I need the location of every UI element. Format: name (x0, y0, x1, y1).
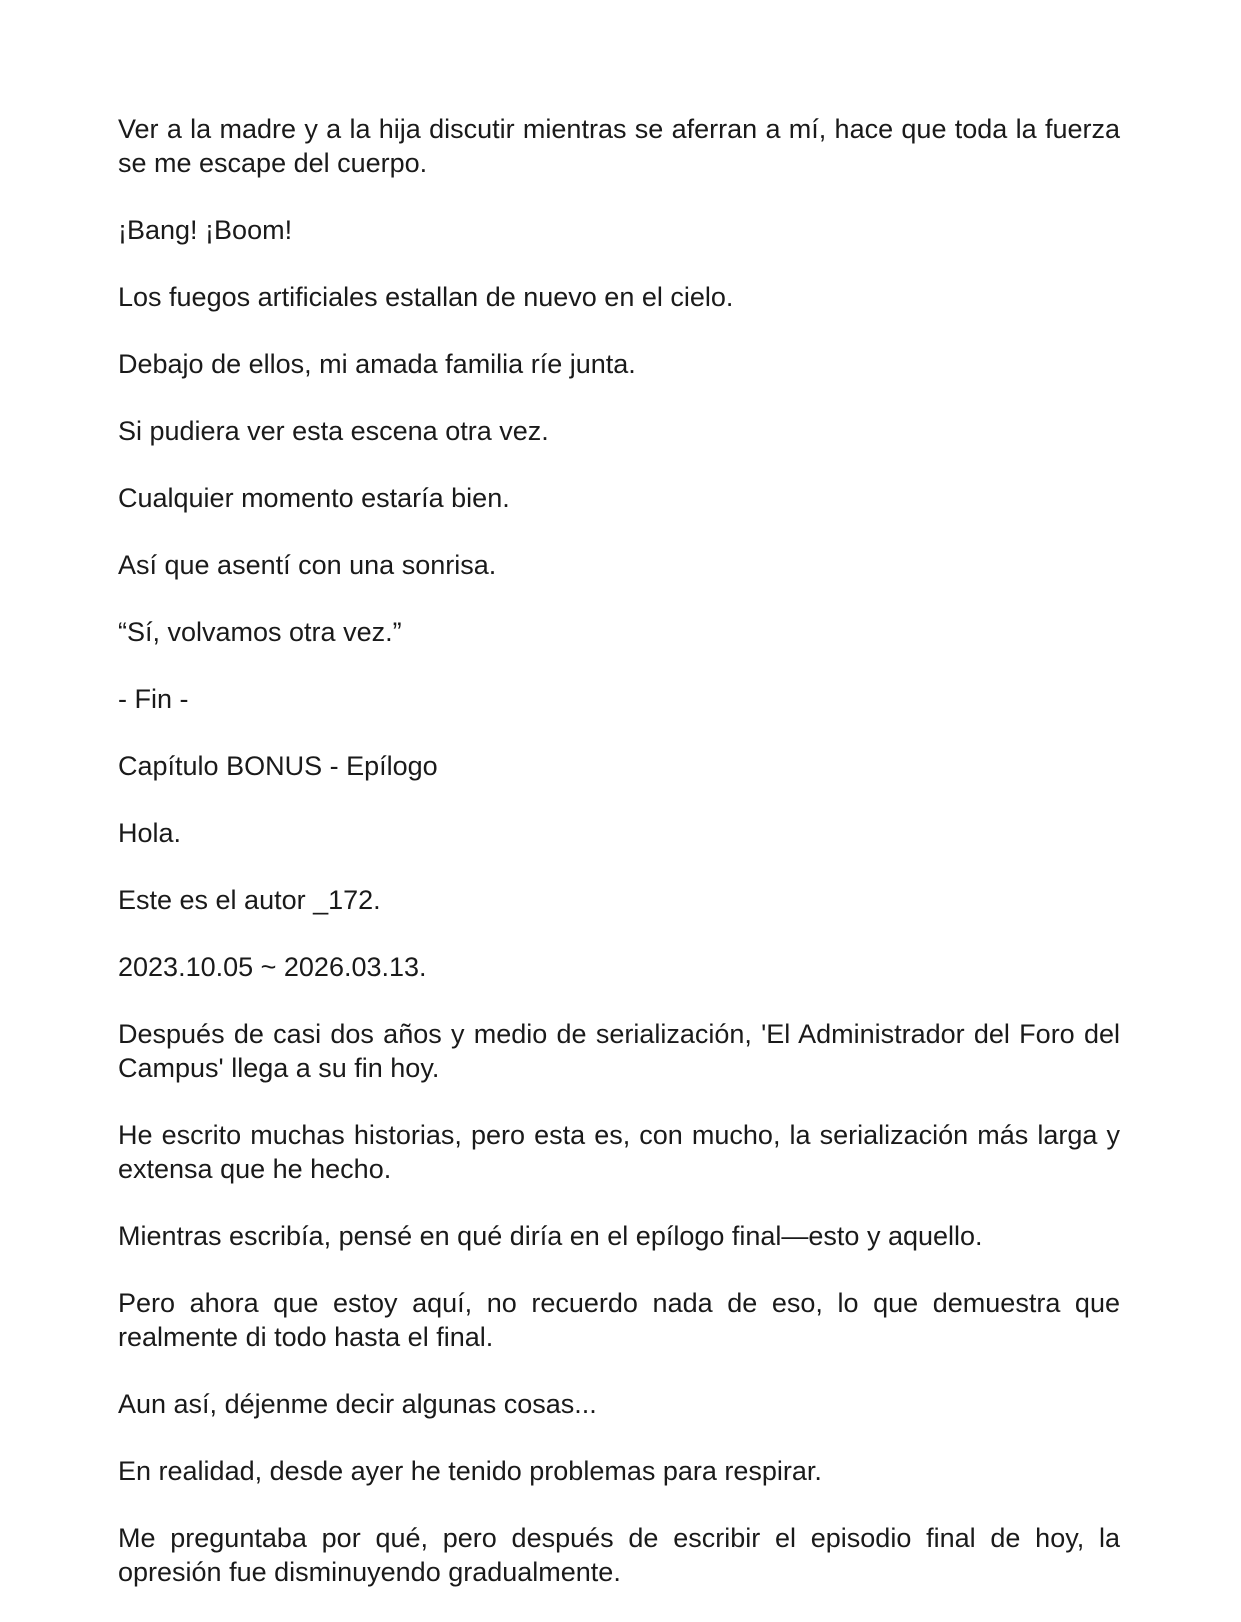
paragraph: Aun así, déjenme decir algunas cosas... (118, 1389, 597, 1419)
paragraph: Me preguntaba por qué, pero después de escribir el episodio final de hoy, la opresión fue disminuyendo gradualmente. (118, 1523, 1120, 1587)
paragraph: Los fuegos artificiales estallan de nuevo en el cielo. (118, 282, 734, 312)
chapter-heading: Capítulo BONUS - Epílogo (118, 751, 438, 781)
paragraph: Así que asentí con una sonrisa. (118, 550, 497, 580)
paragraph: He escrito muchas historias, pero esta es, con mucho, la serialización más larga y extensa que he hecho. (118, 1120, 1120, 1184)
paragraph: Si pudiera ver esta escena otra vez. (118, 416, 549, 446)
paragraph: Después de casi dos años y medio de serialización, 'El Administrador del Foro del Campus' llega a su fin hoy. (118, 1019, 1120, 1083)
paragraph: Debajo de ellos, mi amada familia ríe junta. (118, 349, 636, 379)
paragraph: “Sí, volvamos otra vez.” (118, 617, 402, 647)
paragraph: Ver a la madre y a la hija discutir mientras se aferran a mí, hace que toda la fuerza se me escape del cuerpo. (118, 114, 1120, 178)
paragraph: ¡Bang! ¡Boom! (118, 215, 293, 245)
paragraph: Este es el autor _172. (118, 885, 381, 915)
paragraph: Mientras escribía, pensé en qué diría en el epílogo final—esto y aquello. (118, 1221, 983, 1251)
end-marker: - Fin - (118, 684, 189, 714)
paragraph: Hola. (118, 818, 182, 848)
date-range: 2023.10.05 ~ 2026.03.13. (118, 952, 427, 982)
paragraph: Cualquier momento estaría bien. (118, 483, 510, 513)
paragraph: Pero ahora que estoy aquí, no recuerdo nada de eso, lo que demuestra que realmente di todo hasta el final. (118, 1288, 1120, 1352)
document-body (118, 112, 1120, 1622)
paragraph: En realidad, desde ayer he tenido problemas para respirar. (118, 1456, 822, 1486)
